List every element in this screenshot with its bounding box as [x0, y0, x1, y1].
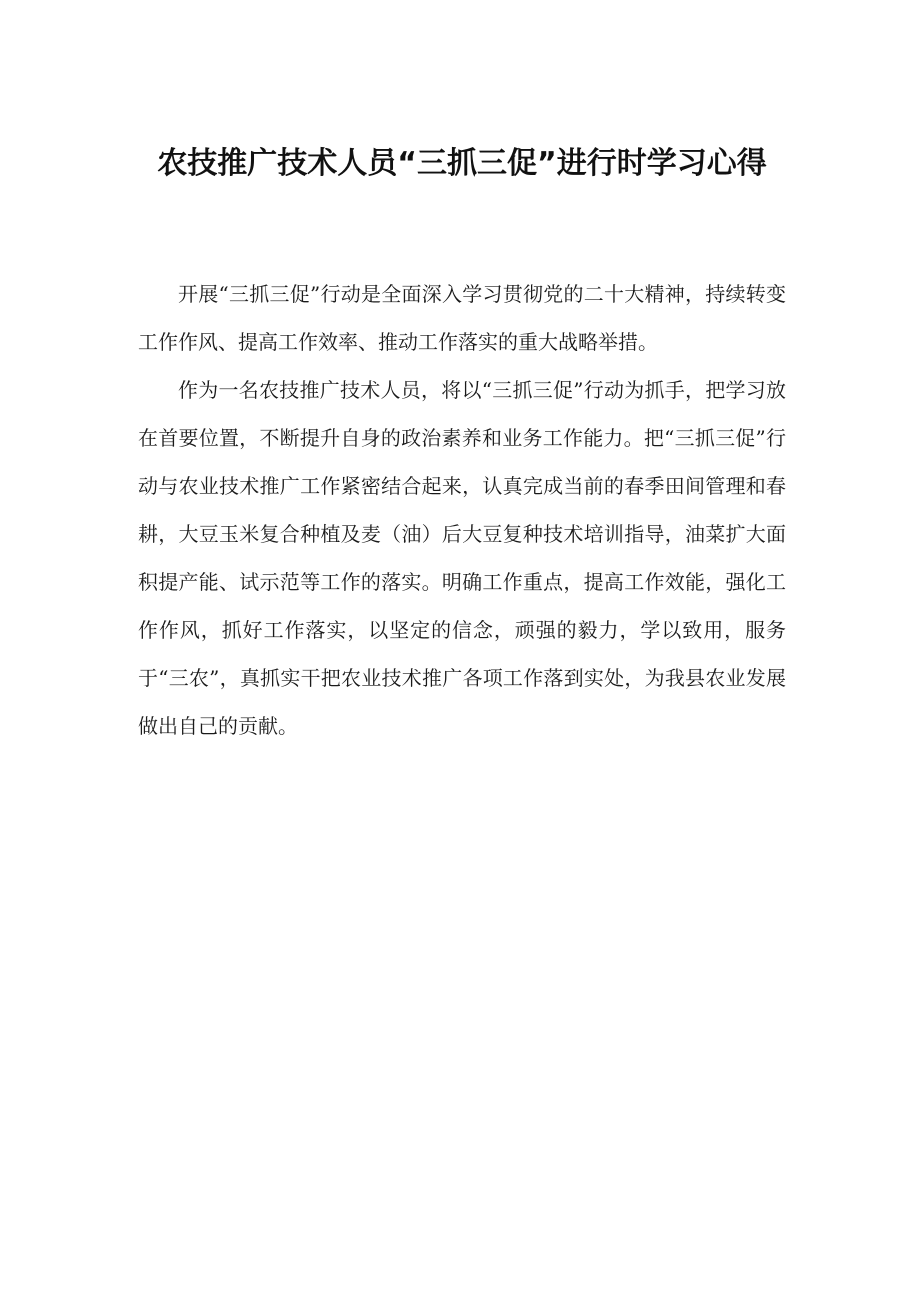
document-body	[138, 270, 786, 750]
paragraph-intro: 开展“三抓三促”行动是全面深入学习贯彻党的二十大精神，持续转变工作作风、提高工作效率、推动工作落实的重大战略举措。	[138, 282, 786, 354]
document-title: 农技推广技术人员“三抓三促”进行时学习心得	[157, 146, 767, 181]
paragraph-main: 作为一名农技推广技术人员，将以“三抓三促”行动为抓手，把学习放在首要位置，不断提升自身的政治素养和业务工作能力。把“三抓三促”行动与农业技术推广工作紧密结合起来，认真完成当前的春季田间管理和春耕，大豆玉米复合种植及麦（油）后大豆复种技术培训指导，油菜扩大面积提产能、试示范等工作的落实。明确工作重点，提高工作效能，强化工作作风，抓好工作落实，以坚定的信念，顽强的毅力，学以致用，服务于“三农”，真抓实干把农业技术推广各项工作落到实处，为我县农业发展做出自己的贡献。	[138, 378, 786, 738]
